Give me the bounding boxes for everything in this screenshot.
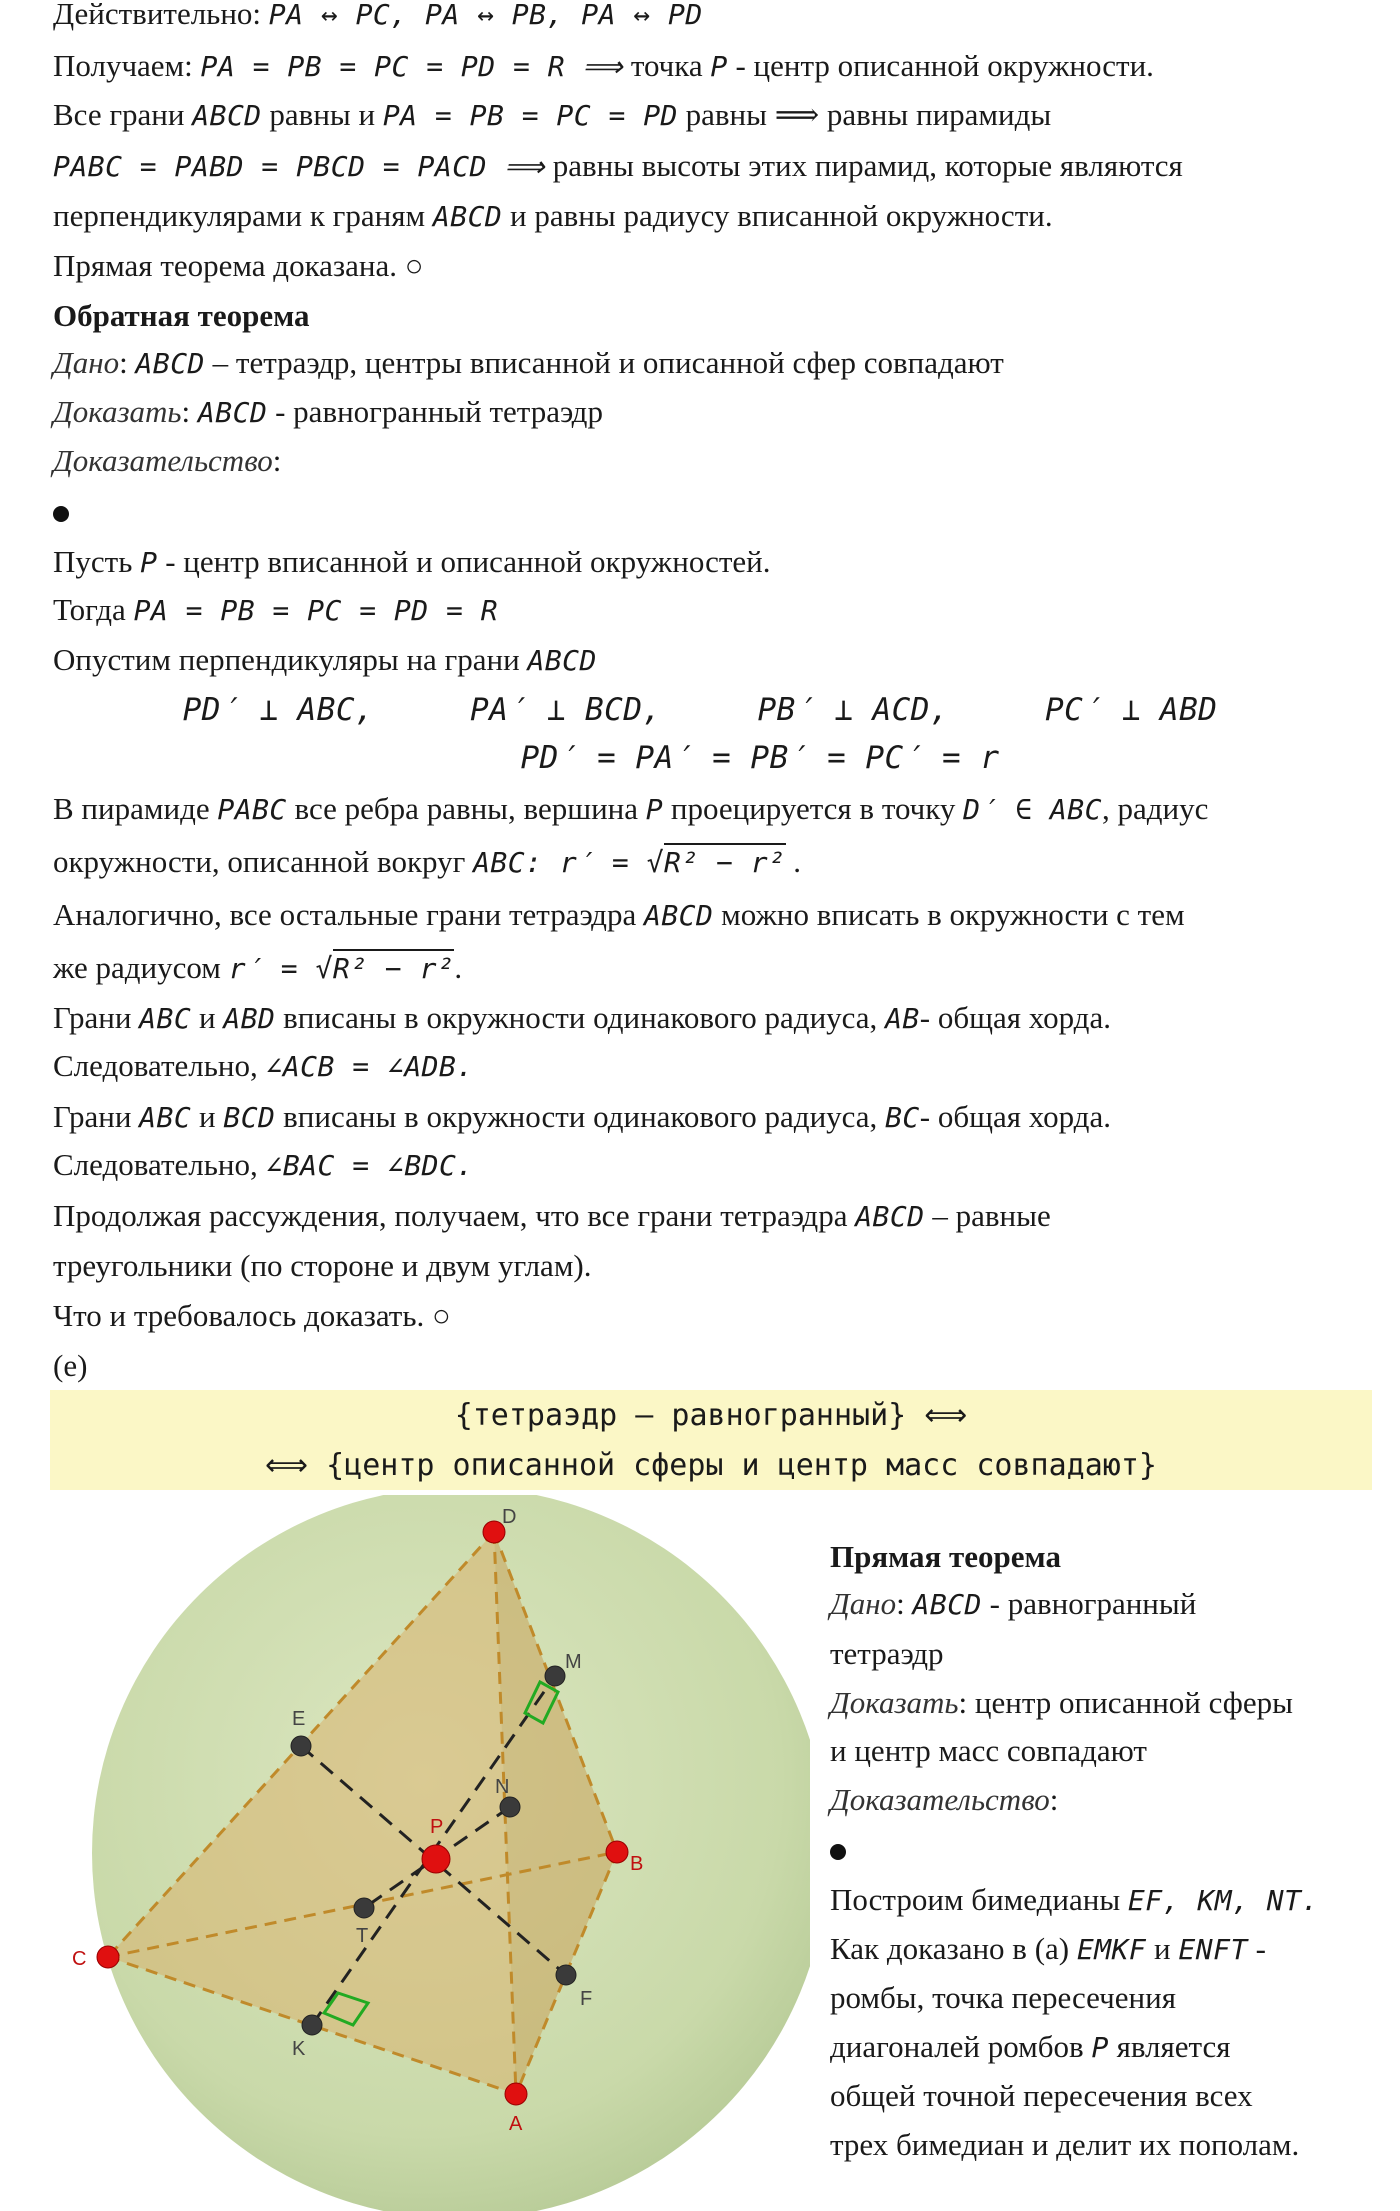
label-a: A: [509, 2113, 523, 2135]
bullet: [53, 492, 69, 532]
point-n: [500, 1797, 520, 1817]
label-f: F: [580, 1988, 593, 2010]
text-line-5: перпендикулярами к граням ABCD и равны радиусу вписанной окружности.: [53, 198, 1053, 233]
side-bullet: [830, 1830, 846, 1870]
text-line-13: Тогда PA = PB = PC = PD = R: [53, 592, 499, 627]
side-prove: Доказать: центр описанной сферы: [830, 1685, 1293, 1720]
formula-perpendiculars: PD′ ⊥ ABC, PA′ ⊥ BCD, PB′ ⊥ ACD, PC′ ⊥ ABD: [182, 692, 1218, 728]
label-m: M: [565, 1651, 582, 1673]
label-b: B: [630, 1853, 644, 1875]
point-f: [556, 1965, 576, 1985]
text-line-6: Прямая теорема доказана. ○: [53, 248, 424, 283]
point-m: [545, 1666, 565, 1686]
text-line-19: Аналогично, все остальные грани тетраэдра ABCD можно вписать в окружности с тем: [53, 897, 1185, 932]
text-line-4: PABC = PABD = PBCD = PACD ⟹ равны высоты этих пирамид, которые являются: [53, 148, 1183, 183]
text-line-27: Что и требовалось доказать. ○: [53, 1298, 451, 1333]
text-line-17: В пирамиде PABC все ребра равны, вершина P проецируется в точку D′ ∈ ABC, радиус: [53, 791, 1209, 826]
text-line-3: Все грани ABCD равны и PA = PB = PC = PD равны ⟹ равны пирамиды: [53, 97, 1052, 132]
text-line-prove: Доказать: ABCD - равногранный тетраэдр: [53, 394, 603, 429]
text-line-23: Грани ABC и BCD вписаны в окружности одинакового радиуса, BC- общая хорда.: [53, 1099, 1111, 1134]
side-proof: Доказательство:: [830, 1782, 1059, 1817]
theorem-statement-line-1: {тетраэдр – равногранный} ⟺: [454, 1398, 968, 1433]
label-c: C: [72, 1948, 87, 1970]
point-c: [97, 1946, 119, 1968]
point-b: [606, 1841, 628, 1863]
section-heading-converse: Обратная теорема: [53, 298, 310, 333]
side-prove-2: и центр масс совпадают: [830, 1733, 1147, 1768]
label-t: T: [356, 1925, 369, 1947]
text-line-26: треугольники (по стороне и двум углам).: [53, 1248, 592, 1283]
side-given: Дано: ABCD - равногранный: [830, 1586, 1197, 1621]
side-line-1: Построим бимедианы EF, KM, NT.: [830, 1882, 1319, 1917]
text-line-12: Пусть P - центр вписанной и описанной окружностей.: [53, 544, 771, 579]
label-n: N: [495, 1776, 510, 1798]
text-line-proof: Доказательство:: [53, 443, 282, 478]
text-line-21: Грани ABC и ABD вписаны в окружности одинакового радиуса, AB- общая хорда.: [53, 1000, 1111, 1035]
point-a: [505, 2083, 527, 2105]
point-e: [291, 1736, 311, 1756]
text-line-24: Следовательно, ∠BAC = ∠BDC.: [53, 1147, 474, 1182]
text-line-2: Получаем: PA = PB = PC = PD = R ⟹ точка P - центр описанной окружности.: [53, 48, 1154, 83]
section-label-e: (e): [53, 1348, 88, 1383]
text-line-1: Действительно: PA ↔ PC, PA ↔ PB, PA ↔ PD: [53, 0, 703, 31]
text-line-18: окружности, описанной вокруг ABC: r′ = √R² − r² .: [53, 844, 802, 879]
text-line-given: Дано: ABCD – тетраэдр, центры вписанной и описанной сфер совпадают: [53, 345, 1004, 380]
label-d: D: [502, 1506, 517, 1528]
text-line-14: Опустим перпендикуляры на грани ABCD: [53, 642, 597, 677]
side-line-2: Как доказано в (а) EMKF и ENFT -: [830, 1931, 1266, 1966]
formula-equal-heights: PD′ = PA′ = PB′ = PC′ = r: [520, 740, 1000, 776]
side-line-6: трех бимедиан и делит их пополам.: [830, 2127, 1300, 2162]
label-k: K: [292, 2038, 306, 2060]
point-k: [302, 2015, 322, 2035]
text-line-25: Продолжая рассуждения, получаем, что все грани тетраэдра ABCD – равные: [53, 1198, 1051, 1233]
side-line-5: общей точной пересечения всех: [830, 2078, 1253, 2113]
side-heading-direct: Прямая теорема: [830, 1539, 1061, 1574]
side-line-4: диагоналей ромбов P является: [830, 2029, 1231, 2064]
point-p: [422, 1845, 450, 1873]
text-line-20: же радиусом r′ = √R² − r².: [53, 950, 463, 985]
text-line-22: Следовательно, ∠ACB = ∠ADB.: [53, 1048, 474, 1083]
side-line-3: ромбы, точка пересечения: [830, 1980, 1176, 2015]
side-given-2: тетраэдр: [830, 1636, 944, 1671]
point-t: [354, 1898, 374, 1918]
theorem-statement-box: [50, 1390, 1372, 1490]
bullet-dot: [53, 506, 69, 522]
side-bullet-dot: [830, 1844, 846, 1860]
label-p: P: [430, 1816, 444, 1838]
theorem-statement-line-2: ⟺ {центр описанной сферы и центр масс совпадают}: [265, 1448, 1157, 1483]
label-e: E: [292, 1708, 306, 1730]
tetrahedron-sphere-figure: [50, 1495, 810, 2211]
